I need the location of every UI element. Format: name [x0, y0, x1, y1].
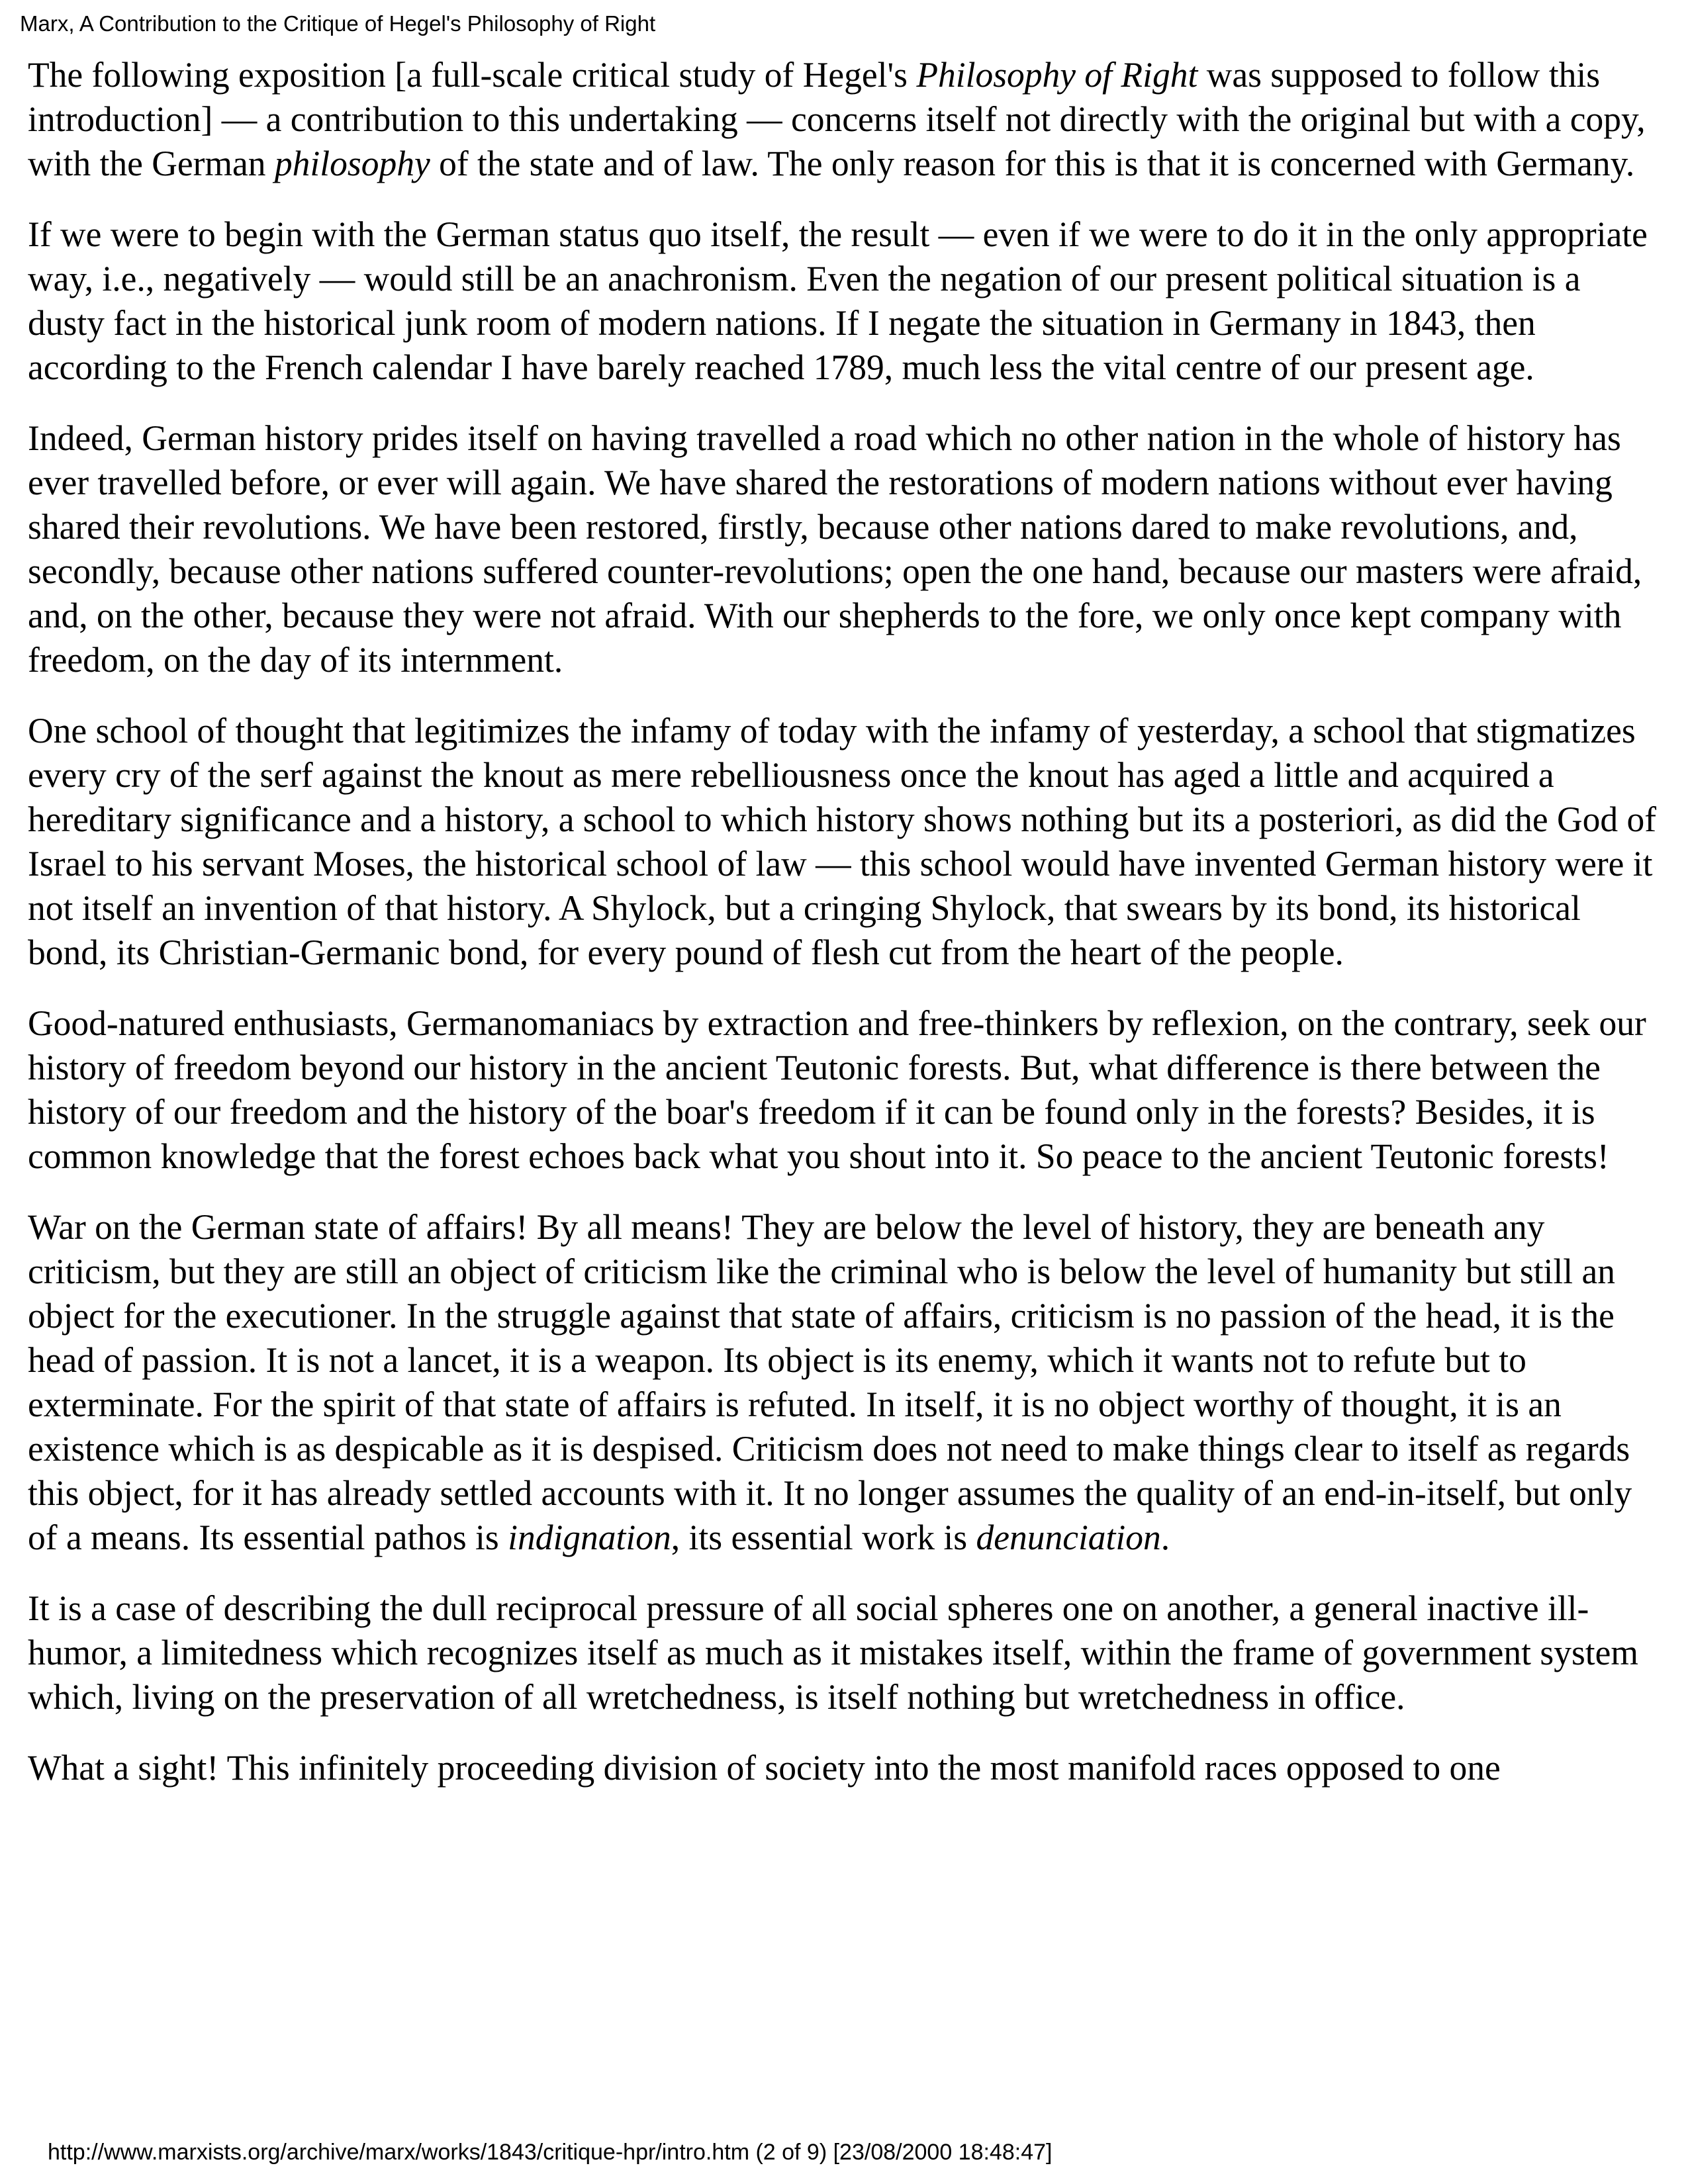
- paragraph-7: It is a case of describing the dull reciprocal pressure of all social spheres one on another, a general inactive ill-humor, a limitedness which recognizes itself as much as it mistakes itself, within the frame of government system which, living on the preservation of all wretchedness, is itself nothing but wretchedness in office.: [28, 1588, 1639, 1717]
- paragraph-3: Indeed, German history prides itself on having travelled a road which no other nation in the whole of history has ever travelled before, or ever will again. We have shared the restorations of modern nations without ever having shared their revolutions. We have been restored, firstly, because other nations dared to make revolutions, and, secondly, because other nations suffered counter-revolutions; open the one hand, because our masters were afraid, and, on the other, because they were not afraid. With our shepherds to the fore, we only once kept company with freedom, on the day of its internment.: [28, 418, 1642, 680]
- document-body: [28, 53, 1663, 1817]
- paragraph-5: Good-natured enthusiasts, Germanomaniacs by extraction and free-thinkers by reflexion, on the contrary, seek our history of freedom beyond our history in the ancient Teutonic forests. But, what difference is there between the history of our freedom and the history of the boar's freedom if it can be found only in the forests? Besides, it is common knowledge that the forest echoes back what you shout into it. So peace to the ancient Teutonic forests!: [28, 1003, 1646, 1176]
- paragraph-1-text-end: of the state and of law. The only reason for this is that it is concerned with Germany.: [430, 144, 1635, 183]
- paragraph-2: If we were to begin with the German status quo itself, the result — even if we were to do it in the only appropriate way, i.e., negatively — would still be an anachronism. Even the negation of our present political situation is a dusty fact in the historical junk room of modern nations. If I negate the situation in Germany in 1843, then according to the French calendar I have barely reached 1789, much less the vital centre of our present age.: [28, 214, 1648, 387]
- paragraph-1-text-cont: was supposed to follow this introduction] — a contribution to this undertaking — concerns itself not directly with the original but with a copy, with the German: [28, 55, 1646, 183]
- page-header: Marx, A Contribution to the Critique of Hegel's Philosophy of Right: [20, 11, 656, 36]
- paragraph-6: [28, 1205, 1663, 1560]
- paragraph-1-text: The following exposition [a full-scale critical study of Hegel's: [28, 55, 917, 95]
- book-title-emphasis: Philosophy of Right: [916, 55, 1198, 95]
- paragraph-4: One school of thought that legitimizes the infamy of today with the infamy of yesterday, a school that stigmatizes every cry of the serf against the knout as mere rebelliousness once the knout has aged a little and acquired a hereditary significance and a history, a school to which history shows nothing but its a posteriori, as did the God of Israel to his servant Moses, the historical school of law — this school would have invented German history were it not itself an invention of that history. A Shylock, but a cringing Shylock, that swears by its bond, its historical bond, its Christian-Germanic bond, for every pound of flesh cut from the heart of the people.: [28, 711, 1657, 972]
- denunciation-emphasis: denunciation: [976, 1518, 1161, 1557]
- paragraph-8: What a sight! This infinitely proceeding division of society into the most manifold races opposed to one: [28, 1748, 1501, 1788]
- paragraph-6-text-end: .: [1160, 1518, 1170, 1557]
- philosophy-emphasis: philosophy: [274, 144, 430, 183]
- paragraph-6-text: War on the German state of affairs! By all means! They are below the level of history, they are beneath any criticism, but they are still an object of criticism like the criminal who is below the level of humanity but still an object for the executioner. In the struggle against that state of affairs, criticism is no passion of the head, it is the head of passion. It is not a lancet, it is a weapon. Its object is its enemy, which it wants not to refute but to exterminate. For the spirit of that state of affairs is refuted. In itself, it is no object worthy of thought, it is an existence which is as despicable as it is despised. Criticism does not need to make things clear to itself as regards this object, for it has already settled accounts with it. It no longer assumes the quality of an end-in-itself, but only of a means. Its essential pathos is: [28, 1207, 1632, 1557]
- paragraph-1: [28, 53, 1663, 186]
- paragraph-6-text-cont: , its essential work is: [671, 1518, 976, 1557]
- indignation-emphasis: indignation: [508, 1518, 671, 1557]
- page-footer-url: http://www.marxists.org/archive/marx/works/1843/critique-hpr/intro.htm (2 of 9) [23/08/2000 18:48:47]: [48, 2140, 1053, 2165]
